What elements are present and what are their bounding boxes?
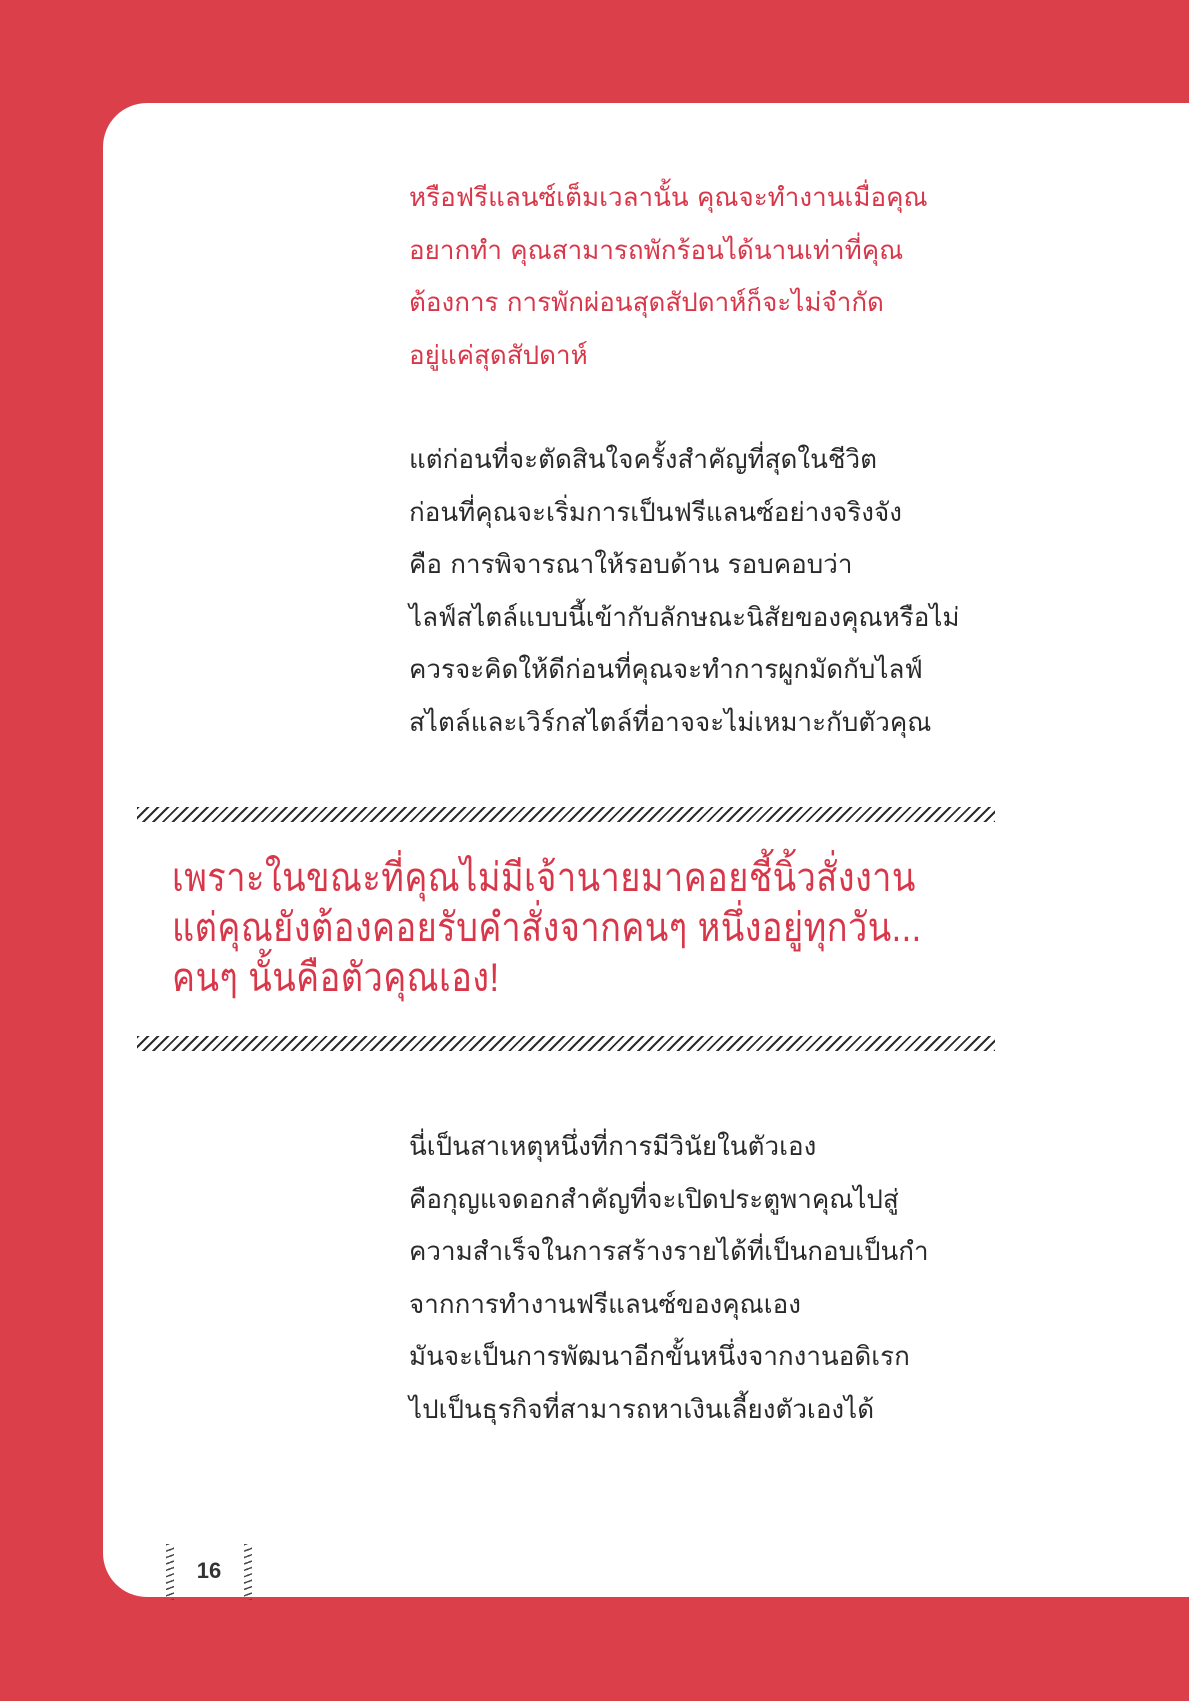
pull-quote-line: เพราะในขณะที่คุณไม่มีเจ้านายมาคอยชี้นิ้วสั่งงาน <box>172 856 916 900</box>
pull-quote-line: คนๆ นั้นคือตัวคุณเอง! <box>172 956 500 1000</box>
closing-line: ความสำเร็จในการสร้างรายได้ที่เป็นกอบเป็นกำ <box>409 1237 929 1267</box>
pull-quote-bottom-divider <box>137 1036 995 1051</box>
intro-line: อยู่แค่สุดสัปดาห์ <box>409 340 588 371</box>
closing-line: มันจะเป็นการพัฒนาอีกขั้นหนึ่งจากงานอดิเรก <box>409 1342 910 1372</box>
pull-quote-top-divider <box>137 807 995 822</box>
closing-line: นี่เป็นสาเหตุหนึ่งที่การมีวินัยในตัวเอง <box>409 1132 817 1162</box>
intro-line: หรือฟรีแลนซ์เต็มเวลานั้น คุณจะทำงานเมื่อคุณ <box>409 183 928 213</box>
consider-line: คือ การพิจารณาให้รอบด้าน รอบคอบว่า <box>409 550 853 580</box>
intro-line: อยากทำ คุณสามารถพักร้อนได้นานเท่าที่คุณ <box>409 235 904 266</box>
page-number-right-hatch <box>244 1544 252 1600</box>
intro-line: ต้องการ การพักผ่อนสุดสัปดาห์ก็จะไม่จำกัด <box>409 288 884 318</box>
intro-paragraph <box>409 172 1029 382</box>
consider-paragraph <box>409 434 1029 749</box>
closing-line: ไปเป็นธุรกิจที่สามารถหาเงินเลี้ยงตัวเองได้ <box>409 1394 875 1425</box>
page-number-left-hatch <box>166 1544 174 1600</box>
closing-paragraph <box>409 1121 1029 1436</box>
consider-line: สไตล์และเวิร์กสไตล์ที่อาจจะไม่เหมาะกับตัวคุณ <box>409 707 932 738</box>
pull-quote-line: แต่คุณยังต้องคอยรับคำสั่งจากคนๆ หนึ่งอยู่ทุกวัน... <box>172 906 922 950</box>
page-number: 16 <box>196 1558 222 1583</box>
page-number-block <box>166 1544 252 1600</box>
pull-quote <box>172 853 922 1003</box>
closing-line: คือกุญแจดอกสำคัญที่จะเปิดประตูพาคุณไปสู่ <box>409 1184 899 1215</box>
consider-line: ก่อนที่คุณจะเริ่มการเป็นฟรีแลนซ์อย่างจริงจัง <box>409 497 902 528</box>
consider-line: ควรจะคิดให้ดีก่อนที่คุณจะทำการผูกมัดกับไลฟ์ <box>409 655 923 685</box>
consider-line: แต่ก่อนที่จะตัดสินใจครั้งสำคัญที่สุดในชีวิต <box>409 445 878 475</box>
closing-line: จากการทำงานฟรีแลนซ์ของคุณเอง <box>409 1289 801 1320</box>
consider-line: ไลฟ์สไตล์แบบนี้เข้ากับลักษณะนิสัยของคุณหรือไม่ <box>409 602 960 633</box>
